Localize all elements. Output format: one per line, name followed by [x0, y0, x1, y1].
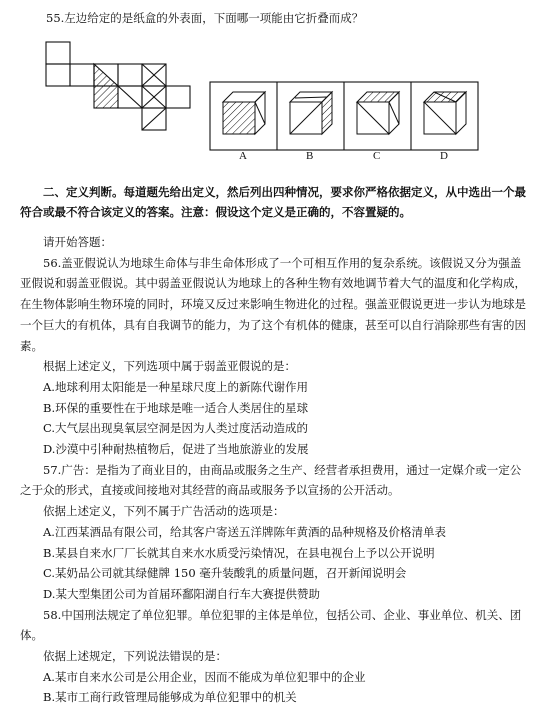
q57-question: 依据上述定义，下列不属于广告活动的选项是：: [43, 504, 285, 519]
cube-net: [46, 42, 190, 130]
q57-option-a: A.江西某酒品有限公司，给其客户寄送五洋牌陈年黄酒的品种规格及价格清单表: [43, 524, 446, 539]
net-square-3: [118, 64, 142, 86]
q57-option-c: C.某奶品公司就其绿健牌 150 毫升装酸乳的质量问题，召开新闻说明会: [43, 566, 407, 581]
q57-stem: 57.广告：是指为了商业目的，由商品或服务之生产、经营者承担费用，通过一定媒介或一定公之于众的形式，直接或间接地对其经营的商品或服务予以宣扬的公开活动。: [20, 462, 522, 498]
option-label-c: C: [373, 150, 381, 162]
questions-body: [20, 232, 530, 708]
q55-figure-svg: [40, 36, 510, 166]
cube-b: [290, 92, 332, 134]
net-square-1: [70, 64, 94, 86]
cube-d: [424, 92, 466, 134]
q55-stem: 55.左边给定的是纸盒的外表面，下面哪一项能由它折叠而成？: [46, 11, 364, 25]
option-label-a: A: [239, 150, 247, 162]
net-square-top: [46, 42, 70, 64]
intro-text: 请开始答题：: [43, 235, 112, 249]
option-label-b: B: [306, 150, 314, 162]
q56-question: 根据上述定义，下列选项中属于弱盖亚假说的是：: [43, 359, 296, 374]
cube-a: [223, 92, 265, 134]
option-label-d: D: [440, 150, 448, 162]
cube-c: [357, 92, 399, 134]
q56-option-a: A.地球利用太阳能是一种星球尺度上的新陈代谢作用: [43, 379, 308, 394]
q58-stem: 58.中国刑法规定了单位犯罪。单位犯罪的主体是单位，包括公司、企业、事业单位、机关、团体。: [20, 607, 522, 643]
q56-option-d: D.沙漠中引种耐热植物后，促进了当地旅游业的发展: [43, 442, 309, 457]
net-square-hatched: [94, 86, 118, 108]
q58-option-b: B.某市工商行政管理局能够成为单位犯罪中的机关: [43, 690, 297, 705]
q58-option-a: A.某市自来水公司是公用企业，因而不能成为单位犯罪中的企业: [43, 669, 366, 684]
section-heading: 二、定义判断。每道题先给出定义，然后列出四种情况，要求你严格依据定义，从中选出一个最符合或最不符合该定义的答案。注意：假设这个定义是正确的，不容置疑的。: [20, 185, 526, 219]
q56-stem: 56.盖亚假说认为地球生命体与非生命体形成了一个可相互作用的复杂系统。该假说又分为强盖亚假说和弱盖亚假说。其中弱盖亚假说认为地球上的各种生物有效地调节着大气的温度和化学构成，在生物体影响生物环境的同时，环境又反过来影响生物进化的过程。强盖亚假说更进一步认为地球是一个巨大的有机体，具有自我调节的能力，为了这个有机体的健康，甚至可以自行消除那些有害的因素。: [20, 255, 526, 353]
net-diagonal-6: [142, 108, 166, 130]
net-square-0: [46, 64, 70, 86]
q57-option-b: B.某县自来水厂厂长就其自来水水质受污染情况，在县电视台上予以公开说明: [43, 545, 435, 560]
q55-figures: [40, 36, 510, 166]
q56-option-c: C.大气层出现臭氧层空洞是因为人类过度活动造成的: [43, 421, 309, 436]
net-square-5: [166, 86, 190, 108]
q57-option-d: D.某大型集团公司为首届环鄱阳湖自行车大赛提供赞助: [43, 586, 320, 601]
q56-option-b: B.环保的重要性在于地球是唯一适合人类居住的星球: [43, 400, 309, 415]
net-diagonal: [118, 86, 142, 108]
net-triangle-hatched: [94, 64, 118, 86]
q58-question: 依据上述规定，下列说法错误的是：: [43, 649, 227, 664]
